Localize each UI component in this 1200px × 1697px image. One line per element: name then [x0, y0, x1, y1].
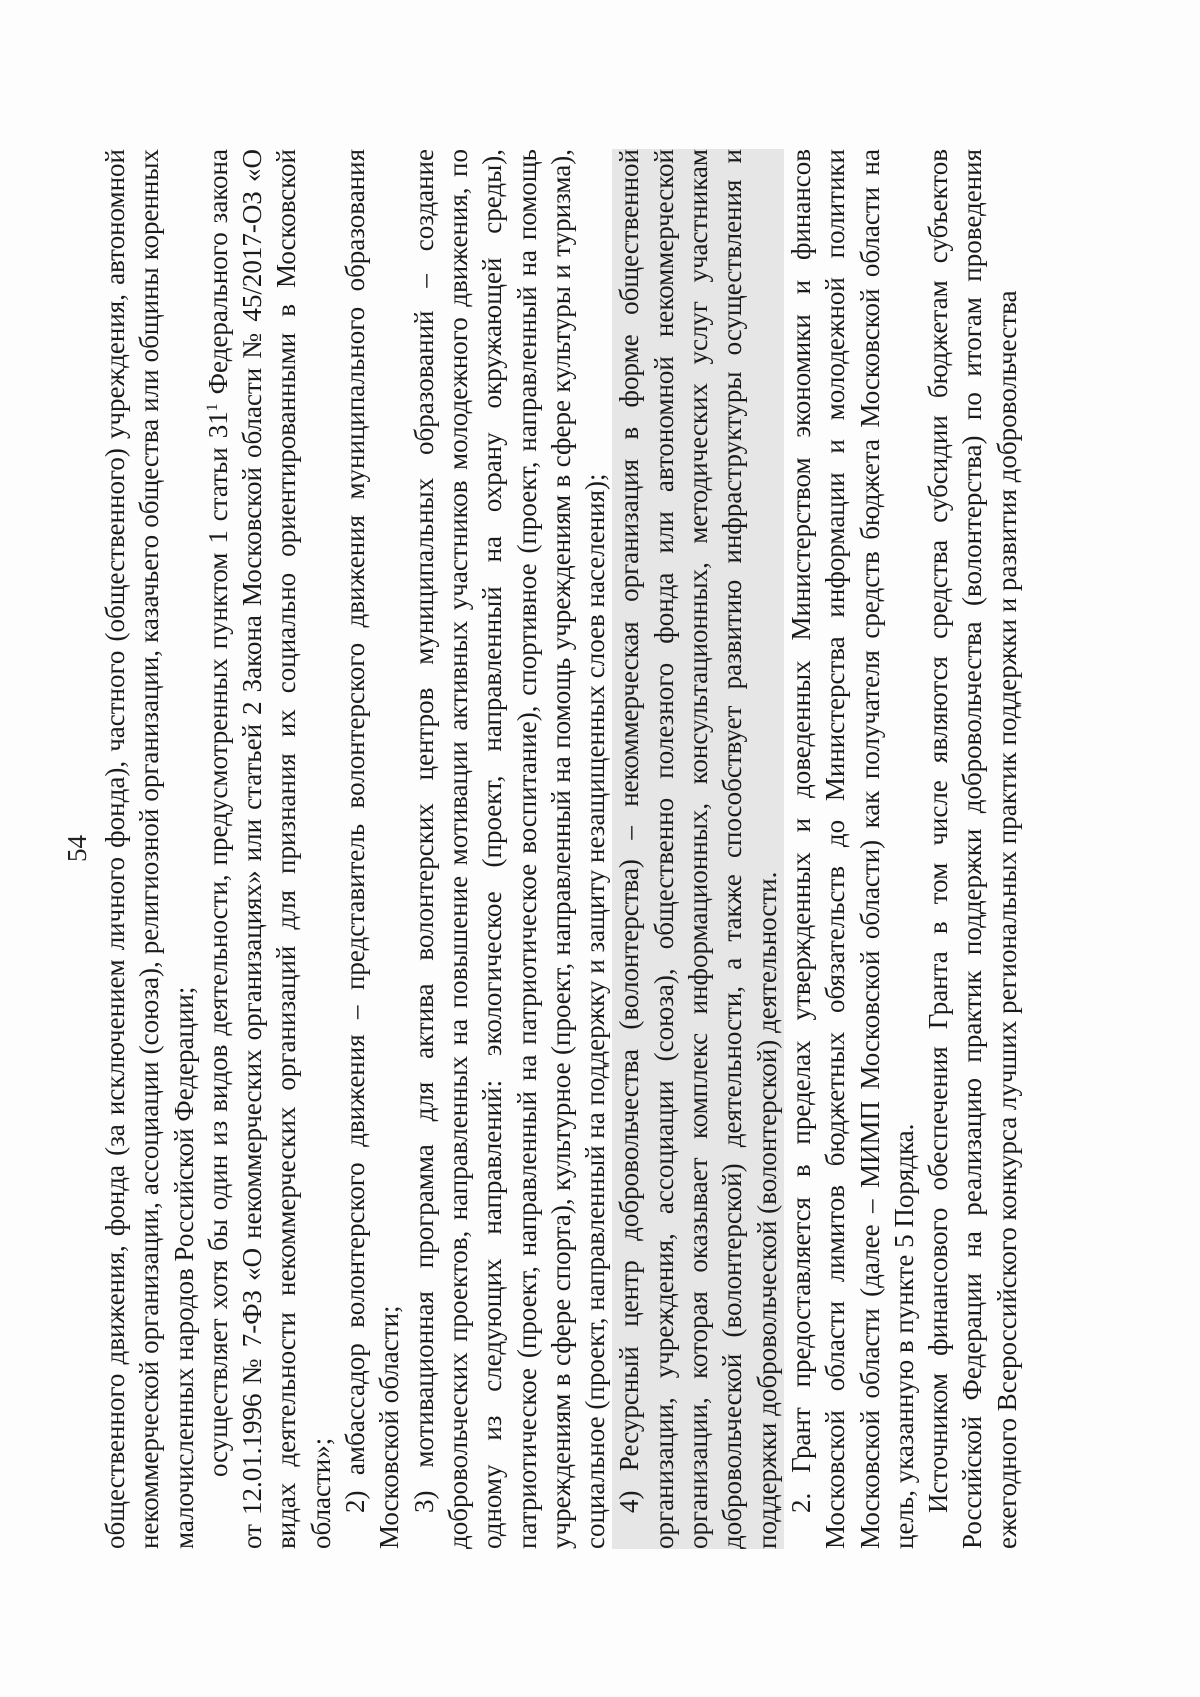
- paragraph-activity-types: [201, 149, 338, 1549]
- paragraph-resource-center: 4) Ресурсный центр добровольчества (волонтерства) – некоммерческая организация в форме общественной организации, учреждения, ассоциации (союза), общественно полезного фонда или автономной некоммерческой организации, которая оказывает комплекс информационных, консультационных, методических услуг участникам добровольческой (волонтерской) деятельности, а также способствует развитию инфраструктуры осуществления и поддержки добровольческой (волонтерской) деятельности.: [612, 149, 783, 1549]
- body-text: [98, 149, 1024, 1549]
- page-number: 54: [62, 835, 92, 862]
- paragraph-funding-source: Источником финансового обеспечения Гранта в том числе являются средства субсидии бюджетам субъектов Российской Федерации на реализацию практик поддержки добровольчества (волонтерства) по итогам проведения ежегодного Всероссийского конкурса лучших региональных практик поддержки и развития добровольчества: [923, 149, 1022, 1549]
- article-superscript: 1: [203, 403, 221, 412]
- paragraph-grant-provision: 2. Грант предоставляется в пределах утвержденных и доведенных Министерством экономики и финансов Московской области лимитов бюджетных обязательств до Министерства информации и молодежной политики Московской области (далее – МИМП Московской области) как получателя средств бюджета Московской области на цель, указанную в пункте 5 Порядка.: [785, 149, 919, 1549]
- activity-text-start: осуществляет хотя бы один из видов деятельности, предусмотренных пунктом 1 статьи 31: [202, 411, 233, 1477]
- paragraph-ambassador: 2) амбассадор волонтерского движения – представитель волонтерского движения муниципального образования Московской области;: [340, 149, 405, 1549]
- activity-text-end: Федерального закона от 12.01.1996 № 7-ФЗ «О некоммерческих организациях» или статьей 2 Закона Московской области № 45/2017-ОЗ «О видах деятельности некоммерческих организаций для признания их социально ориентированными в Московской области»;: [202, 149, 336, 1549]
- paragraph-motivation-program: 3) мотивационная программа для актива волонтерских центров муниципальных образований – создание добровольческих проектов, направленных на повышение мотивации активных участников молодежного движения, по одному из следующих направлений: экологическое (проект, направленный на охрану окружающей среды), патриотическое (проект, направленный на патриотическое воспитание), спортивное (проект, направленный на помощь учреждениям в сфере спорта), культурное (проект, направленный на помощь учреждениям в сфере культуры и туризма), социальное (проект, направленный на поддержку и защиту незащищенных слоев населения);: [408, 149, 611, 1549]
- paragraph-org-forms: общественного движения, фонда (за исключением личного фонда), частного (общественного) учреждения, автономной некоммерческой организации, ассоциации (союза), религиозной организации, казачьего общества или общины коренных малочисленных народов Российской Федерации;: [100, 149, 199, 1549]
